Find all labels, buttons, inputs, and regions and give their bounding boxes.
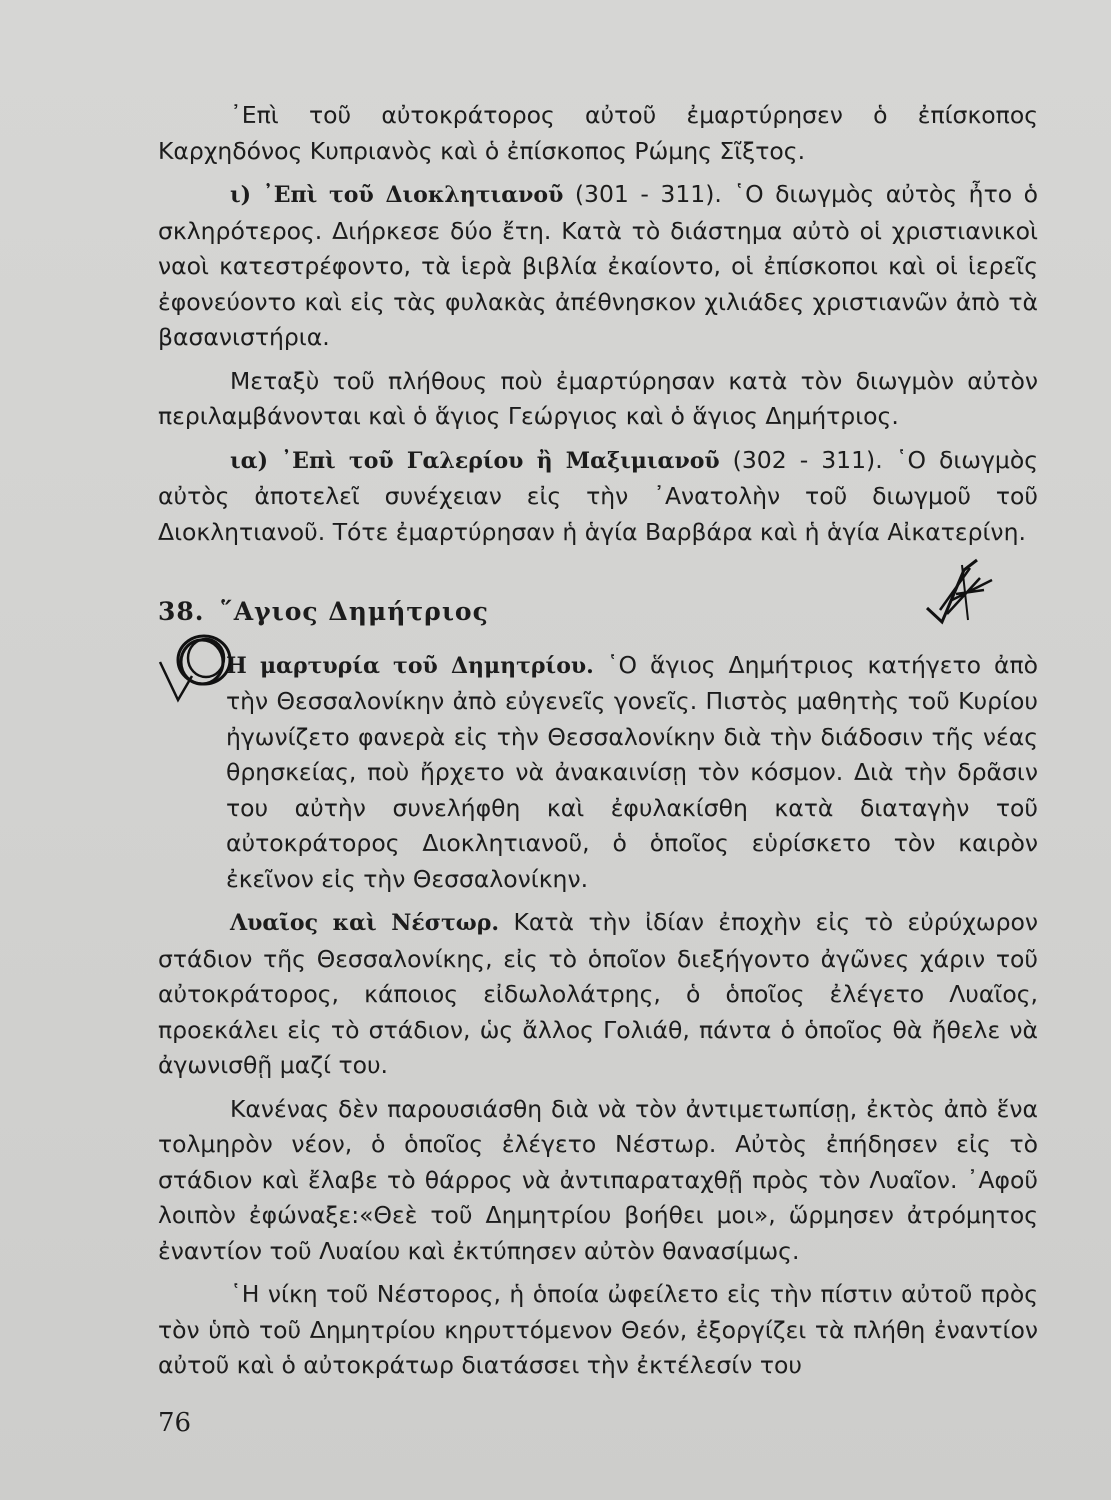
item-label-diocletian: ι) ᾿Επὶ τοῦ Διοκλητιανοῦ <box>230 182 564 208</box>
paragraph-lyaios-nestor <box>158 905 1038 1084</box>
paragraph-nestor-victory: ῾Η νίκη τοῦ Νέστορος, ἡ ὁποία ὠφείλετο εἰς τὴν πίστιν αὐτοῦ πρὸς τὸν ὑπὸ τοῦ Δημητρίου κηρυττόμενον Θεόν, ἐξοργίζει τὰ πλήθη ἐναντίον αὐτοῦ καὶ ὁ αὐτοκράτωρ διατάσσει τὴν ἐκτέλεσίν του <box>158 1280 1038 1379</box>
section-number: 38. <box>158 597 205 626</box>
paragraph-cyprian: ᾿Επὶ τοῦ αὐτοκράτορος αὐτοῦ ἐμαρτύρησεν ὁ ἐπίσκοπος Καρχηδόνος Κυπριανὸς καὶ ὁ ἐπίσκοπος Ρώμης Σῖξτος. <box>158 101 1038 165</box>
paragraph-diocletian <box>158 177 1038 356</box>
paragraph-demetrius-martyrdom <box>158 648 1038 898</box>
paragraph-galerius <box>158 443 1038 551</box>
section-title: ῞Αγιος Δημήτριος <box>220 597 489 626</box>
page-text <box>158 98 1038 1384</box>
paragraph-martyrs: Μεταξὺ τοῦ πλήθους ποὺ ἐμαρτύρησαν κατὰ τὸν διωγμὸν αὐτὸν περιλαμβάνονται καὶ ὁ ἅγιος Γεώργιος καὶ ὁ ἅγιος Δημήτριος. <box>158 366 1038 430</box>
item-text-galerius: (302 - 311). ῾Ο διωγμὸς αὐτὸς ἀποτελεῖ συνέχειαν εἰς τὴν ᾿Ανατολὴν τοῦ διωγμοῦ τοῦ Διοκλητιανοῦ. Τότε ἐμαρτύρησαν ἡ ἁγία Βαρβάρα καὶ ἡ ἁγία Αἰκατερίνη. <box>158 445 1038 546</box>
text-martyrdom: ῾Ο ἅγιος Δημήτριος κατήγετο ἀπὸ τὴν Θεσσαλονίκην ἀπὸ εὐγενεῖς γονεῖς. Πιστὸς μαθητὴς τοῦ Κυρίου ἠγωνίζετο φανερὰ εἰς τὴν Θεσσαλονίκην διὰ τὴν διάδοσιν τῆς νέας θρησκείας, ποὺ ἤρχετο νὰ ἀνακαινίσῃ τὸν κόσμον. Διὰ τὴν δρᾶσιν του αὐτὴν συνελήφθη καὶ ἐφυλακίσθη κατὰ διαταγὴν τοῦ αὐτοκράτορος Διοκλητιανοῦ, ὁ ὁποῖος εὑρίσκετο τὸν καιρὸν ἐκεῖνον εἰς τὴν Θεσσαλονίκην. <box>226 650 1039 893</box>
item-label-galerius: ια) ᾿Επὶ τοῦ Γαλερίου ἢ Μαξιμιανοῦ <box>230 447 720 474</box>
item-text-diocletian: (301 - 311). ῾Ο διωγμὸς αὐτὸς ἦτο ὁ σκληρότερος. Διήρκεσε δύο ἔτη. Κατὰ τὸ διάστημα αὐτὸ οἱ χριστιανικοὶ ναοὶ κατεστρέφοντο, τὰ ἱερὰ βιβλία ἐκαίοντο, οἱ ἐπίσκοποι καὶ οἱ ἱερεῖς ἐφονεύοντο καὶ εἰς τὰς φυλακὰς ἀπέθνησκον χιλιάδες χριστιανῶν ἀπὸ τὰ βασανιστήρια. <box>158 180 1038 351</box>
text-lyaios-nestor: Κατὰ τὴν ἰδίαν ἐποχὴν εἰς τὸ εὐρύχωρον στάδιον τῆς Θεσσαλονίκης, εἰς τὸ ὁποῖον διεξήγοντο ἀγῶνες χάριν τοῦ αὐτοκράτορος, κάποιος εἰδωλολάτρης, ὁ ὁποῖος ἐλέγετο Λυαῖος, προεκάλει εἰς τὸ στάδιον, ὡς ἄλλος Γολιάθ, πάντα ὁ ὁποῖος θὰ ἤθελε νὰ ἀγωνισθῇ μαζί του. <box>158 908 1038 1079</box>
subheading-lyaios-nestor: Λυαῖος καὶ Νέστωρ. <box>230 910 500 936</box>
page-number: 76 <box>158 1408 192 1438</box>
paragraph-nestor-fight: Κανένας δὲν παρουσιάσθη διὰ νὰ τὸν ἀντιμετωπίσῃ, ἐκτὸς ἀπὸ ἕνα τολμηρὸν νέον, ὁ ὁποῖος ἐλέγετο Νέστωρ. Αὐτὸς ἐπήδησεν εἰς τὸ στάδιον καὶ ἔλαβε τὸ θάρρος νὰ ἀντιπαραταχθῇ πρὸς τὸν Λυαῖον. ᾿Αφοῦ λοιπὸν ἐφώναξε:«Θεὲ τοῦ Δημητρίου βοήθει μοι», ὥρμησεν ἀτρόμητος ἐναντίον τοῦ Λυαίου καὶ ἐκτύπησεν αὐτὸν θανασίμως. <box>158 1094 1038 1265</box>
subheading-martyrdom: Η μαρτυρία τοῦ Δημητρίου. <box>226 652 594 679</box>
section-heading <box>158 594 1038 630</box>
